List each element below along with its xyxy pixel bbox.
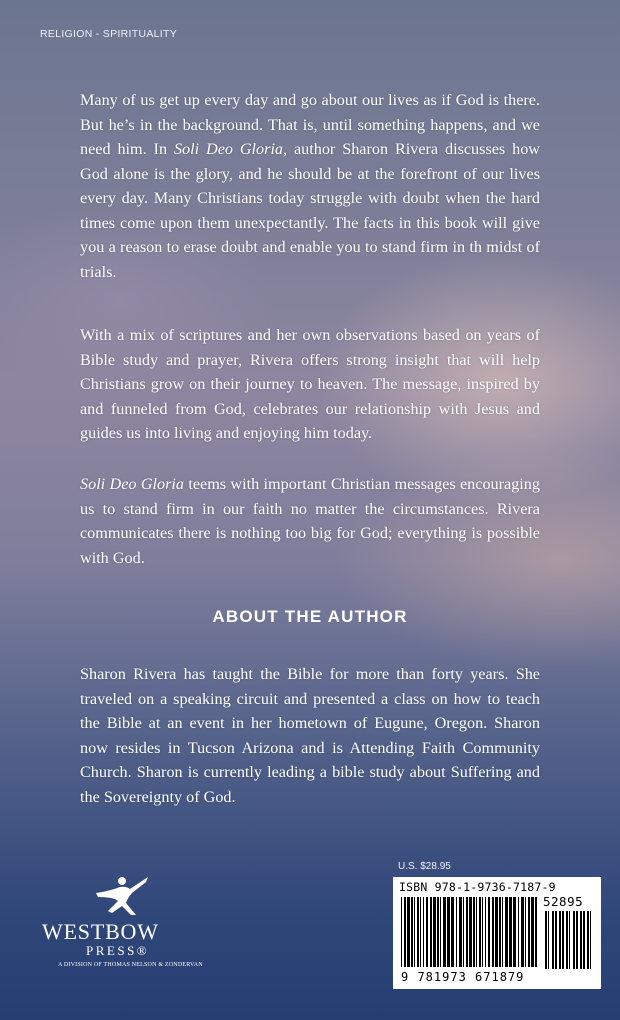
barcode-bar — [528, 897, 530, 967]
barcode-bar — [473, 897, 475, 967]
barcode-bar — [518, 897, 519, 967]
ean-number: 9 781973 671879 — [401, 970, 525, 984]
addon-bar — [569, 911, 570, 969]
barcode-bars — [399, 895, 595, 971]
barcode — [393, 877, 601, 989]
addon-bar — [587, 911, 589, 969]
addon-bar — [559, 911, 561, 969]
description-paragraph-3 — [80, 472, 540, 570]
addon-bar — [576, 911, 578, 969]
barcode-bar — [447, 897, 450, 967]
barcode-bar — [513, 897, 516, 967]
body-text: Sharon Rivera has taught the Bible for more than forty years. She traveled on a speaking circuit and presented a class on how to teach the Bible at an event in her hometown of Eugune, Oregon. Sharon now resides in Tucson Arizona and is Attending Faith Community Church. Sharon is currently leading a bible study about Suffering and the Sovereignty of God. — [80, 665, 540, 806]
barcode-bar — [420, 897, 421, 967]
about-author-heading: ABOUT THE AUTHOR — [212, 607, 408, 626]
addon-bar — [555, 911, 557, 969]
addon-bar — [573, 911, 575, 969]
addon-bar — [548, 911, 549, 969]
addon-bar — [590, 911, 591, 969]
barcode-bar — [476, 897, 477, 967]
barcode-bar — [440, 897, 441, 967]
body-text: With a mix of scriptures and her own observations based on years of Bible study and prayer, Rivera offers strong insight that will help Christians grow on their journey to heaven. The message, inspired by and funneled from God, celebrates our relationship with Jesus and guides us into living and enjoying him today. — [80, 326, 540, 442]
barcode-bar — [488, 897, 490, 967]
barcode-bar — [525, 897, 526, 967]
barcode-bar — [426, 897, 428, 967]
barcode-bar — [459, 897, 462, 967]
addon-bar — [552, 911, 554, 969]
category-label: RELIGION - SPIRITUALITY — [40, 28, 178, 40]
barcode-bar — [407, 897, 410, 967]
addon-bar — [583, 911, 585, 969]
author-bio — [80, 662, 540, 809]
description-paragraph-2 — [80, 323, 540, 446]
barcode-bar — [502, 897, 503, 967]
barcode-bar — [430, 897, 432, 967]
barcode-bar — [479, 897, 481, 967]
isbn-number: ISBN 978-1-9736-7187-9 — [399, 880, 556, 894]
publisher-logo — [42, 873, 202, 983]
body-text: Many of us get up every day and go about our lives as if God is there. But he’s in the background. That is, until something happens, and we need him. In — [80, 91, 540, 158]
publisher-name: WESTBOW — [42, 919, 159, 944]
book-title-text: Soli Deo Gloria, — [173, 140, 288, 158]
publisher-press: PRESS® — [86, 943, 150, 958]
barcode-bar — [466, 897, 468, 967]
barcode-bar — [414, 897, 415, 967]
addon-bar — [545, 911, 547, 969]
barcode-bar — [495, 897, 498, 967]
barcode-bar — [505, 897, 508, 967]
barcode-bar — [469, 897, 472, 967]
price-label: U.S. $28.95 — [398, 861, 451, 872]
body-text: teems with important Christian messages encouraging us to stand firm in our faith no matter the circumstances. Rivera communicates there is nothing too big for God; everything is possible with God. — [80, 475, 540, 567]
barcode-bar — [531, 897, 534, 967]
publisher-division: A DIVISION OF THOMAS NELSON & ZONDERVAN — [58, 962, 203, 968]
barcode-bar — [401, 897, 402, 967]
barcode-bar — [451, 897, 454, 967]
barcode-bar — [456, 897, 457, 967]
barcode-bar — [521, 897, 524, 967]
barcode-bar — [492, 897, 494, 967]
barcode-bar — [463, 897, 464, 967]
barcode-bar — [404, 897, 406, 967]
barcode-bar — [485, 897, 486, 967]
addon-bar — [562, 911, 564, 969]
book-title-text: Soli Deo Gloria — [80, 475, 184, 493]
price-addon-code: 52895 — [543, 894, 584, 909]
barcode-bar — [482, 897, 483, 967]
barcode-bar — [433, 897, 436, 967]
leaping-figure-icon — [92, 873, 152, 919]
barcode-bar — [417, 897, 419, 967]
barcode-bar — [499, 897, 501, 967]
description-paragraph-1 — [80, 88, 540, 284]
body-text: author Sharon Rivera discusses how God alone is the glory, and he should be at the forefront of our lives every day. Many Christians today struggle with doubt when the hard times come upon them unexpectantly. The facts in this book will give you a reason to erase doubt and enable you to stand firm in th midst of trials. — [80, 140, 540, 281]
barcode-bar — [443, 897, 446, 967]
barcode-bar — [509, 897, 512, 967]
addon-bar — [580, 911, 582, 969]
barcode-bar — [535, 897, 537, 967]
barcode-bar — [423, 897, 424, 967]
barcode-bar — [411, 897, 413, 967]
addon-bar — [566, 911, 568, 969]
barcode-bar — [437, 897, 439, 967]
